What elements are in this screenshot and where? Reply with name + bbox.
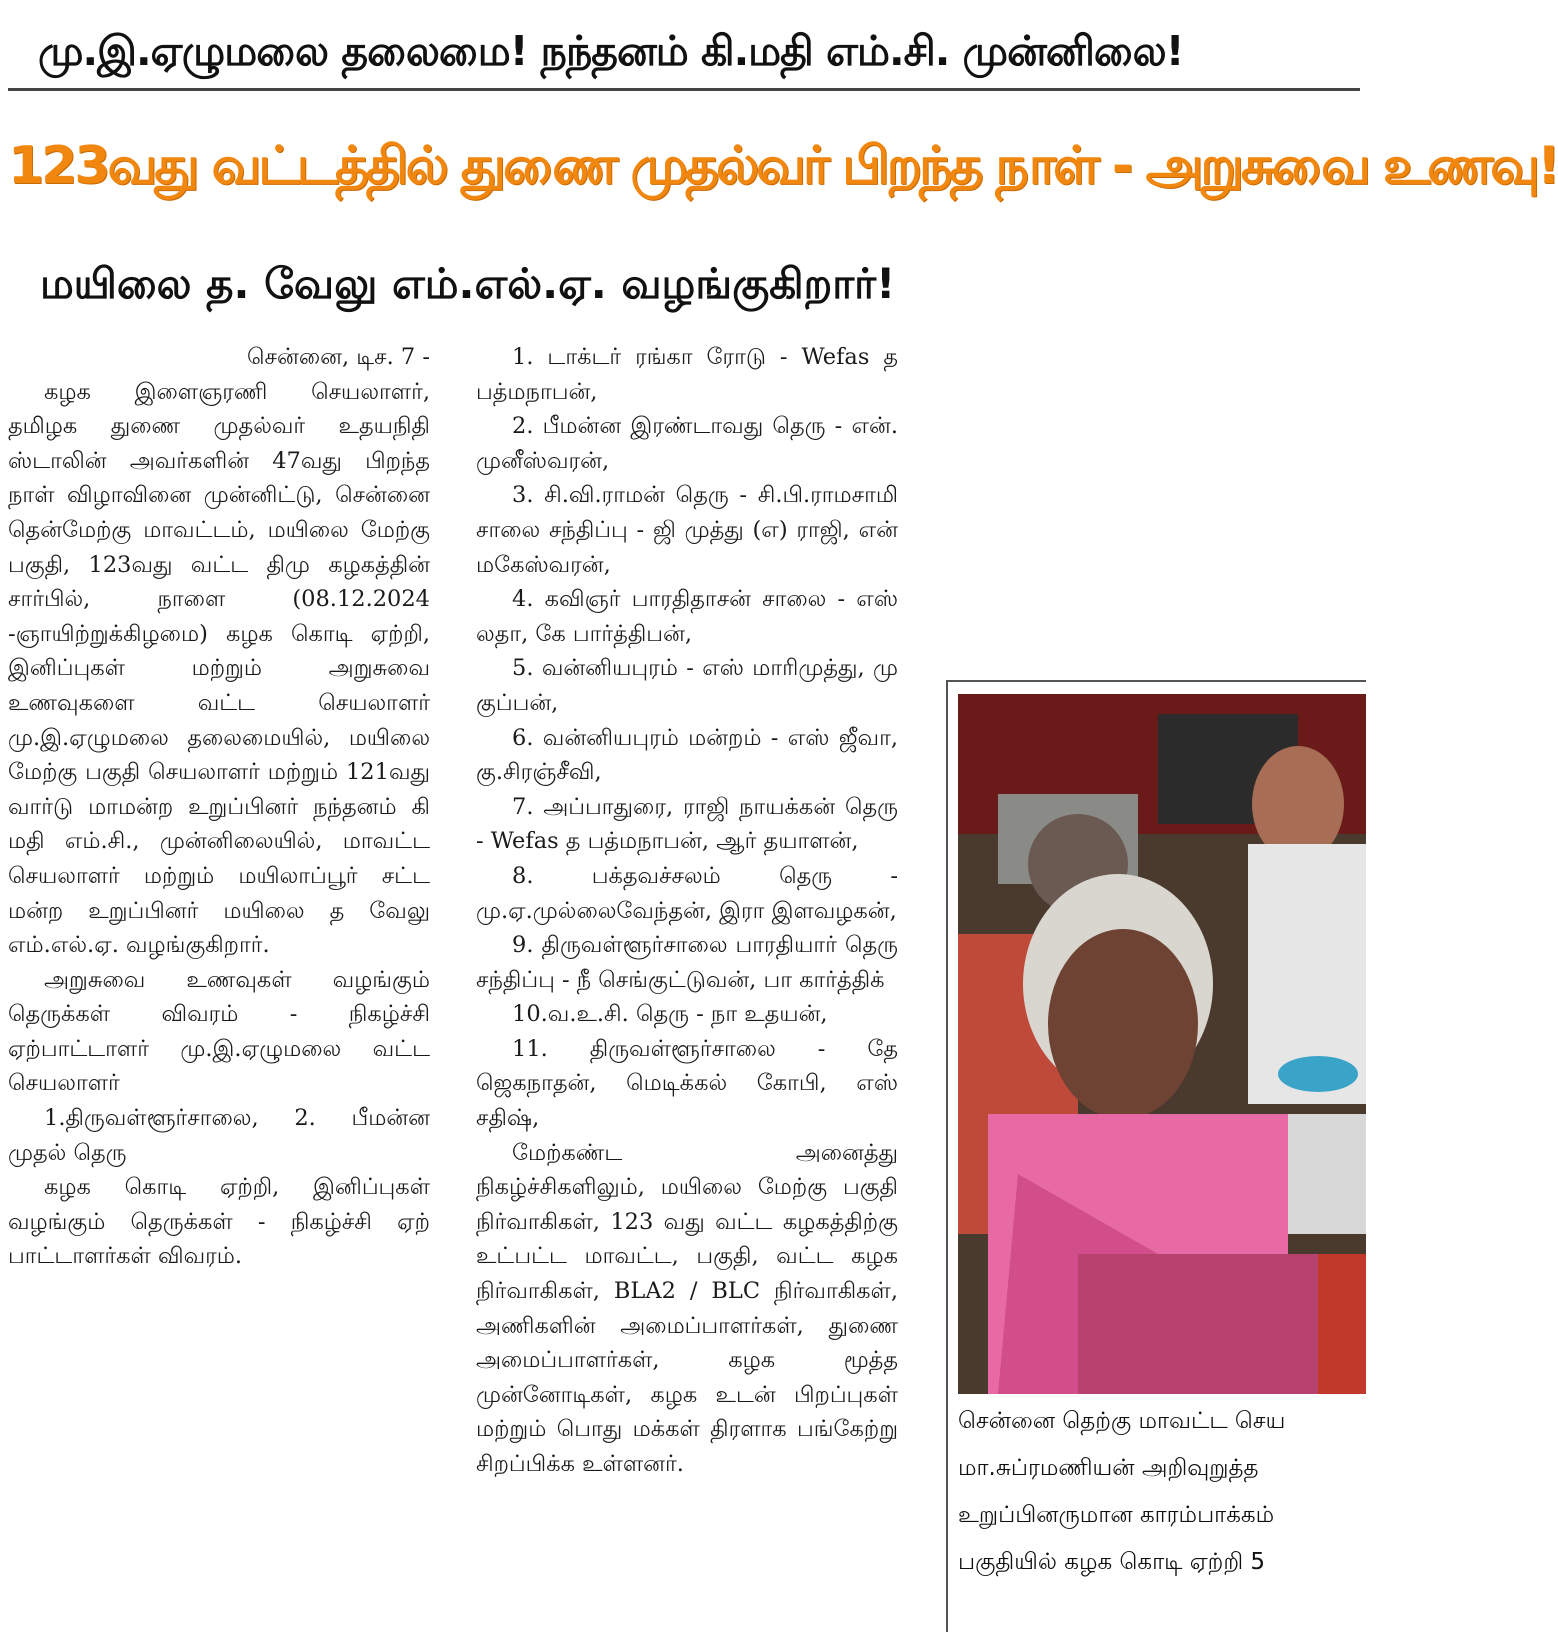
article-paragraph-4: கழக கொடி ஏற்றி, இனிப்புகள் வழங்கும் தெருக்கள் - நிகழ்ச்சி ஏற் பாட்டாளர்கள் விவரம்.: [8, 1174, 430, 1270]
article-column-1: [8, 340, 430, 1625]
caption-line: மா.சுப்ரமணியன் அறிவுறுத்த: [958, 1455, 1259, 1481]
headline-sub: மயிலை த. வேலு எம்.எல்.ஏ. வழங்குகிறார்!: [40, 259, 896, 308]
photo-box: [946, 680, 1366, 1632]
article-paragraph-1: கழக இளைஞரணி செயலாளர், தமிழக துணை முதல்வர் உதயநிதி ஸ்டாலின் அவர்களின் 47வது பிறந்த நாள் விழாவினை முன்னிட்டு, சென்னை தென்மேற்கு மாவட்டம், மயிலை மேற்கு பகுதி, 123வது வட்ட திமு கழகத்தின் சார்பில், நாளை (08.12.2024 -ஞாயிற்றுக்கிழமை) கழக கொடி ஏற்றி, இனிப்புகள் மற்றும் அறுசுவை உணவுகளை வட்ட செயலாளர் மு.இ.ஏழுமலை தலைமையில், மயிலை மேற்கு பகுதி செயலாளர் மற்றும் 121வது வார்டு மாமன்ற உறுப்பினர் நந்தனம் கி மதி எம்.சி., முன்னிலையில், மாவட்ட செயலாளர் மற்றும் மயிலாப்பூர் சட்ட மன்ற உறுப்பினர் மயிலை த வேலு எம்.எல்.ஏ. வழங்குகிறார்.: [8, 378, 430, 959]
headline-top: மு.இ.ஏழுமலை தலைமை! நந்தனம் கி.மதி எம்.சி. முன்னிலை!: [38, 27, 1184, 75]
headline-divider: [8, 88, 1360, 91]
article-paragraph-3: 1.திருவள்ளூர்சாலை, 2. பீமன்ன முதல் தெரு: [8, 1105, 430, 1166]
list-item: 1. டாக்டர் ரங்கா ரோடு - Wefas த பத்மநாபன்,: [476, 344, 898, 405]
article-paragraph-5: மேற்கண்ட அனைத்து நிகழ்ச்சிகளிலும், மயிலை மேற்கு பகுதி நிர்வாகிகள், 123 வது வட்ட கழகத்திற்கு உட்பட்ட மாவட்ட, பகுதி, வட்ட கழக நிர்வாகிகள், BLA2 / BLC நிர்வாகிகள், அணிகளின் அமைப்பாளர்கள், துணை அமைப்பாளர்கள், கழக மூத்த முன்னோடிகள், கழக உடன் பிறப்புகள் மற்றும் பொது மக்கள் திரளாக பங்கேற்று சிறப்பிக்க உள்ளனர்.: [476, 1139, 898, 1477]
article-paragraph-2: அறுசுவை உணவுகள் வழங்கும் தெருக்கள் விவரம் - நிகழ்ச்சி ஏற்பாட்டாளர் மு.இ.ஏழுமலை வட்ட செயலாளர்: [8, 966, 430, 1097]
list-item: 4. கவிஞர் பாரதிதாசன் சாலை - எஸ் லதா, கே பார்த்திபன்,: [476, 586, 898, 647]
list-item: 3. சி.வி.ராமன் தெரு - சி.பி.ராமசாமி சாலை சந்திப்பு - ஜி முத்து (எ) ராஜி, என் மகேஸ்வரன்,: [476, 482, 898, 578]
caption-line: உறுப்பினருமான காரம்பாக்கம்: [958, 1502, 1275, 1528]
photo-illustration: [958, 694, 1366, 1394]
list-item: 9. திருவள்ளூர்சாலை பாரதியார் தெரு சந்திப்பு - நீ செங்குட்டுவன், பா கார்த்திக்: [476, 932, 898, 993]
list-item: 8. பக்தவச்சலம் தெரு - மு.ஏ.முல்லைவேந்தன், இரா இளவழகன்,: [476, 862, 898, 924]
list-item: 5. வன்னியபுரம் - எஸ் மாரிமுத்து, மு குப்பன்,: [476, 655, 898, 716]
list-item: 6. வன்னியபுரம் மன்றம் - எஸ் ஜீவா, கு.சிரஞ்சீவி,: [476, 724, 898, 786]
caption-line: சென்னை தெற்கு மாவட்ட செய: [958, 1408, 1286, 1434]
list-item: 10.வ.உ.சி. தெரு - நா உதயன்,: [512, 1001, 828, 1028]
list-item: 7. அப்பாதுரை, ராஜி நாயக்கன் தெரு - Wefas த பத்மநாபன், ஆர் தயாளன்,: [476, 793, 898, 855]
dateline: சென்னை, டிச. 7 -: [247, 344, 430, 370]
headline-main: 123வது வட்டத்தில் துணை முதல்வர் பிறந்த நாள் - அறுசுவை உணவு!: [8, 136, 1558, 196]
photo-caption: [958, 1398, 1366, 1586]
news-photo: [958, 694, 1366, 1394]
article-column-2: [476, 340, 898, 1625]
article-column-3: [946, 340, 1358, 660]
list-item: 11. திருவள்ளூர்சாலை - தே ஜெகநாதன், மெடிக்கல் கோபி, எஸ் சதிஷ்,: [476, 1035, 898, 1132]
list-item: 2. பீமன்ன இரண்டாவது தெரு - என். முனீஸ்வரன்,: [476, 413, 898, 474]
caption-line: பகுதியில் கழக கொடி ஏற்றி 5: [958, 1549, 1266, 1575]
